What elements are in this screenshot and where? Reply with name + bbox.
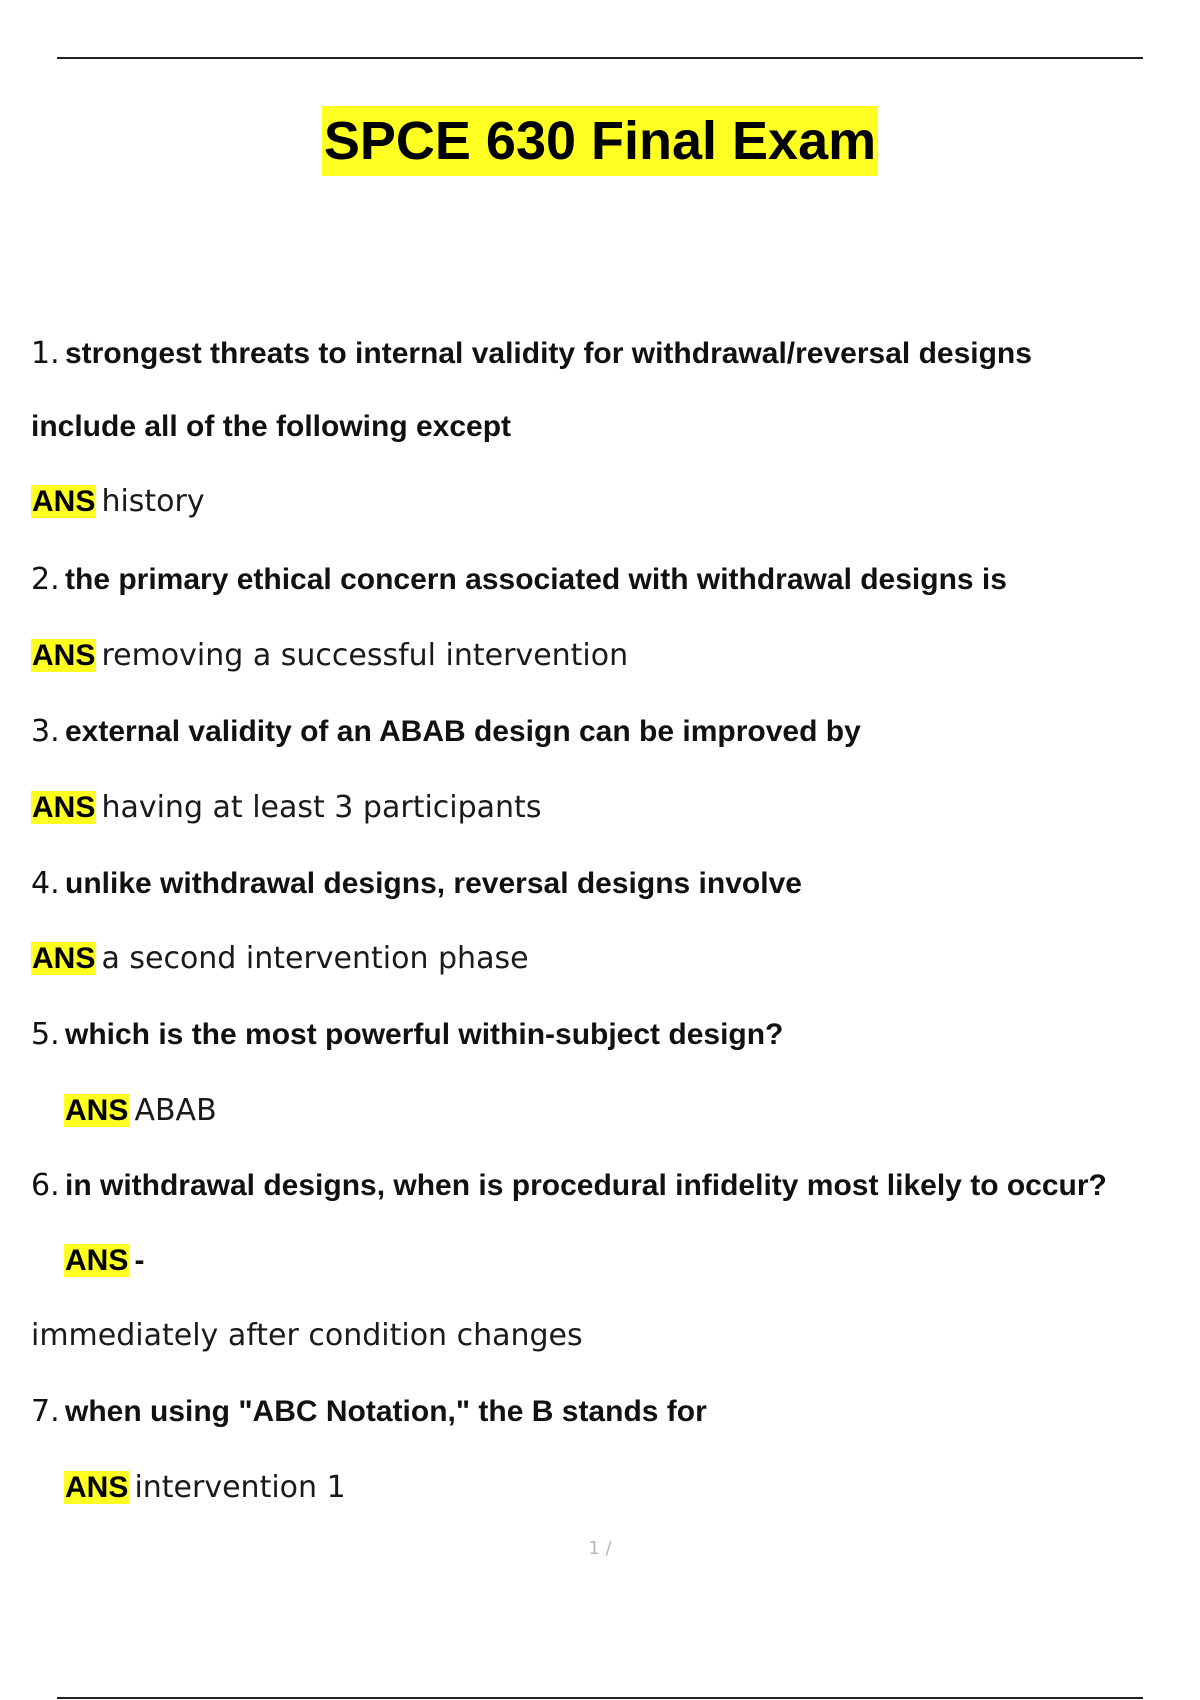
question-text: in withdrawal designs, when is procedural infidelity most likely to occur? xyxy=(65,1169,1107,1202)
top-rule xyxy=(57,57,1143,59)
answer-text: removing a successful intervention xyxy=(101,638,629,673)
answer-2 xyxy=(31,638,628,673)
answer-3 xyxy=(31,790,541,825)
question-text: when using "ABC Notation," the B stands for xyxy=(65,1395,707,1428)
question-2 xyxy=(31,562,1007,597)
question-number: 6. xyxy=(31,1168,60,1203)
answer-text: ABAB xyxy=(134,1093,217,1128)
answer-tag: ANS xyxy=(65,1094,129,1127)
question-text: which is the most powerful within-subject design? xyxy=(65,1018,784,1051)
question-7 xyxy=(31,1394,707,1429)
question-text: include all of the following except xyxy=(31,410,512,443)
answer-text: intervention 1 xyxy=(134,1470,346,1505)
question-3 xyxy=(31,714,861,749)
question-number: 2. xyxy=(31,562,60,597)
answer-prefix: - xyxy=(134,1244,145,1277)
question-6 xyxy=(31,1168,1107,1203)
answer-tag: ANS xyxy=(32,485,96,518)
question-number: 1. xyxy=(31,336,60,371)
answer-text: having at least 3 participants xyxy=(101,790,542,825)
answer-7 xyxy=(64,1470,346,1505)
question-text: unlike withdrawal designs, reversal designs involve xyxy=(65,867,802,900)
question-1-continued xyxy=(31,410,511,444)
answer-tag: ANS xyxy=(32,791,96,824)
bottom-rule xyxy=(57,1697,1143,1699)
question-text: strongest threats to internal validity for withdrawal/reversal designs xyxy=(65,337,1032,370)
question-text: the primary ethical concern associated with withdrawal designs is xyxy=(65,563,1007,596)
answer-text: a second intervention phase xyxy=(101,941,529,976)
document-title: SPCE 630 Final Exam xyxy=(322,106,878,176)
question-number: 3. xyxy=(31,714,60,749)
question-number: 7. xyxy=(31,1394,60,1429)
answer-6 xyxy=(64,1244,144,1278)
answer-tag: ANS xyxy=(65,1244,129,1277)
title-container xyxy=(0,106,1200,176)
question-1 xyxy=(31,336,1032,371)
answer-tag: ANS xyxy=(65,1471,129,1504)
answer-6-continued xyxy=(31,1318,583,1353)
answer-tag: ANS xyxy=(32,639,96,672)
question-4 xyxy=(31,866,802,901)
answer-text: history xyxy=(101,484,205,519)
answer-5 xyxy=(64,1093,217,1128)
answer-4 xyxy=(31,941,529,976)
answer-text: immediately after condition changes xyxy=(31,1318,583,1353)
answer-tag: ANS xyxy=(32,942,96,975)
question-number: 4. xyxy=(31,866,60,901)
answer-1 xyxy=(31,484,205,519)
question-number: 5. xyxy=(31,1017,60,1052)
question-text: external validity of an ABAB design can be improved by xyxy=(65,715,861,748)
page-marker: 1 / xyxy=(588,1538,612,1559)
question-5 xyxy=(31,1017,783,1052)
